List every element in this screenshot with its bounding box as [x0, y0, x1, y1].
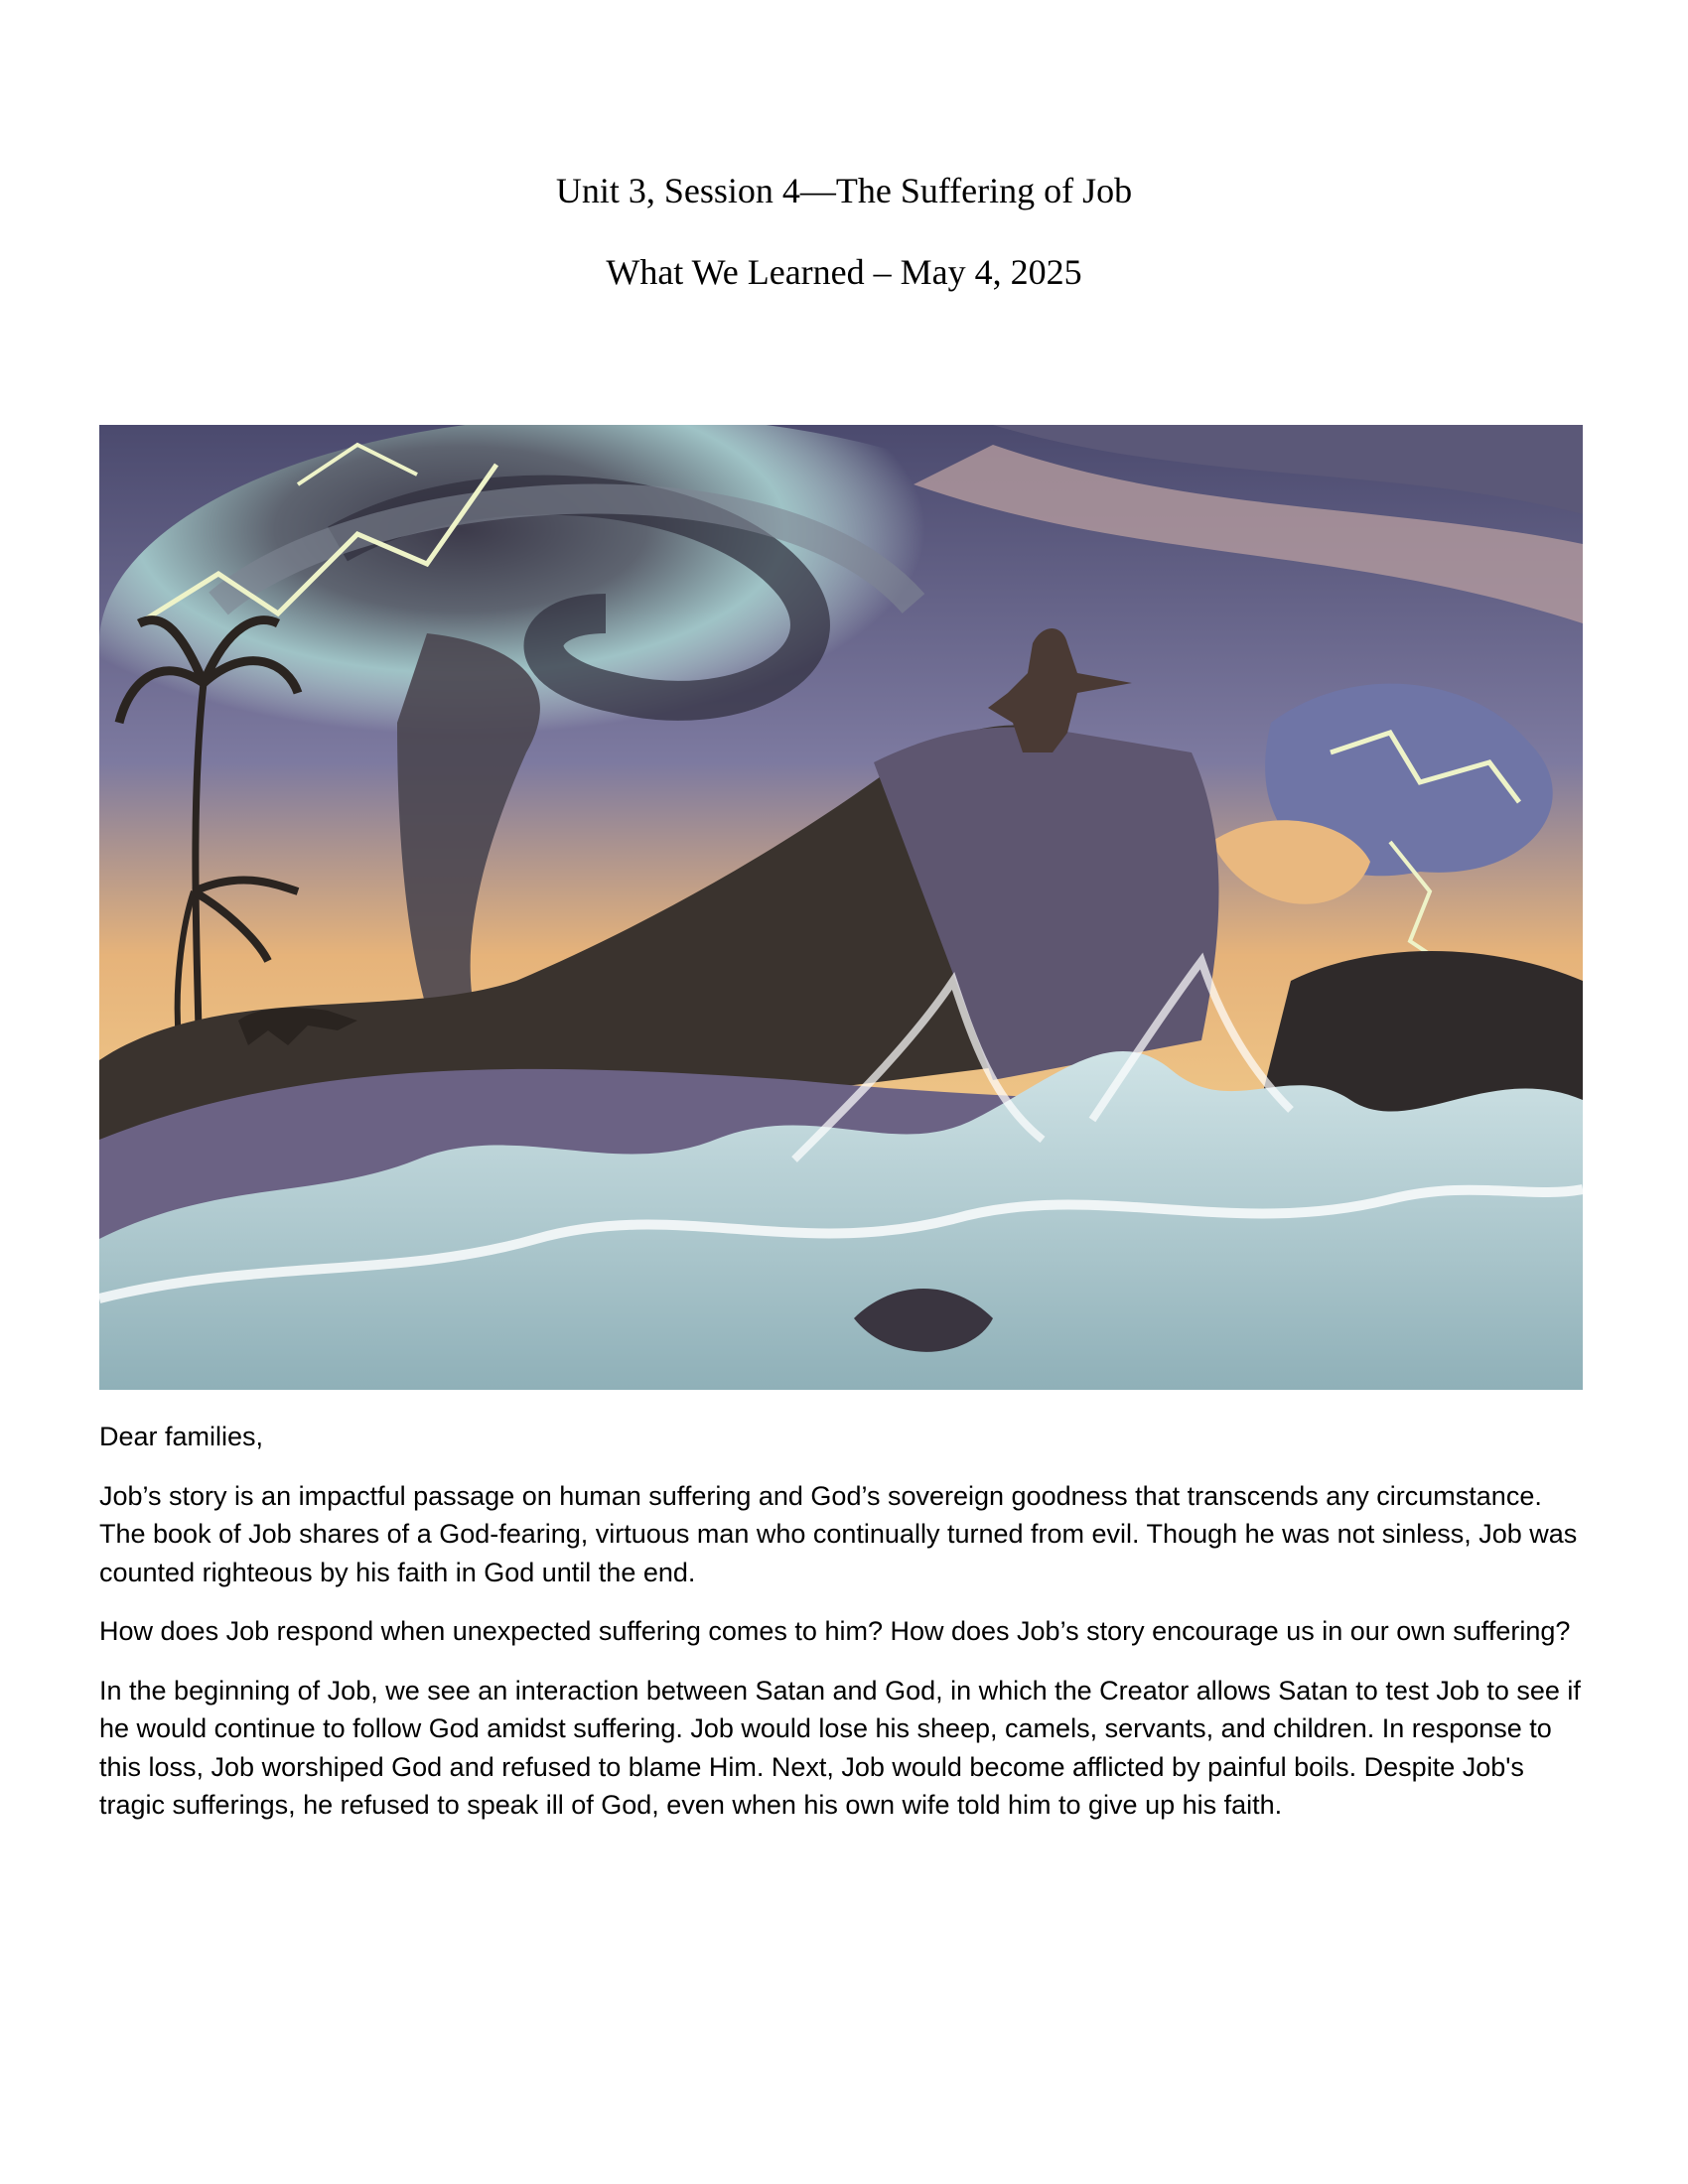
page-subtitle: What We Learned – May 4, 2025 [606, 252, 1082, 292]
letter-greeting: Dear families, [99, 1422, 264, 1451]
storm-illustration-icon [99, 425, 1583, 1390]
letter-paragraph: Job’s story is an impactful passage on human suffering and God’s sovereign goodness that transcends any circumstance. The book of Job shares of a God-fearing, virtuous man who continually turned from evil. Though he was not sinless, Job was counted righteous by his faith in God until the end. [99, 1480, 1578, 1587]
letter-paragraph: How does Job respond when unexpected suffering comes to him? How does Job’s story encourage us in our own suffering? [99, 1616, 1571, 1646]
family-letter [99, 1418, 1589, 1845]
storm-illustration [99, 425, 1583, 1390]
letter-paragraph: In the beginning of Job, we see an interaction between Satan and God, in which the Creator allows Satan to test Job to see if he would continue to follow God amidst suffering. Job would lose his sheep, camels, servants, and children. In response to this loss, Job worshiped God and refused to blame Him. Next, Job would become afflicted by painful boils. Despite Job's tragic sufferings, he refused to speak ill of God, even when his own wife told him to give up his faith. [99, 1675, 1581, 1820]
page-title: Unit 3, Session 4—The Suffering of Job [555, 171, 1133, 210]
page-header [0, 169, 1688, 294]
